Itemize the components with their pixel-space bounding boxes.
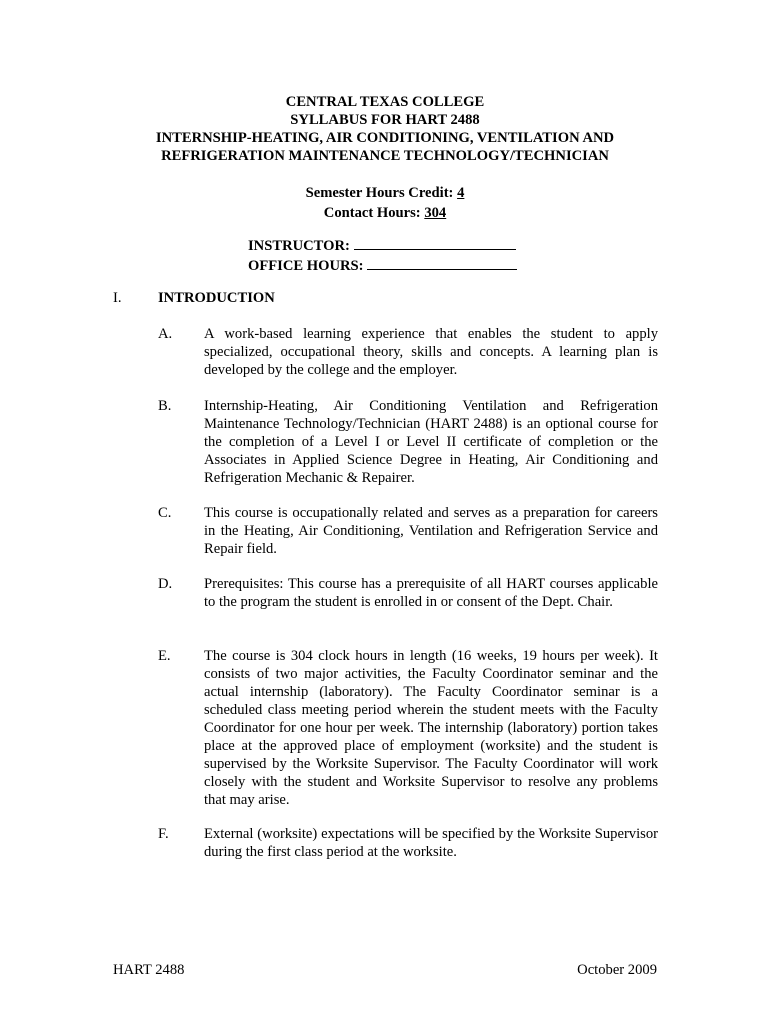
instructor-blank — [354, 236, 516, 250]
item-letter: D. — [158, 576, 173, 592]
item-letter: C. — [158, 505, 172, 521]
syllabus-title: SYLLABUS FOR HART 2488 — [290, 112, 480, 128]
credit-info — [0, 183, 770, 223]
contact-hours-label: Contact Hours: — [323, 205, 425, 221]
item-letter: A. — [158, 326, 173, 342]
item-text: A work-based learning experience that enables the student to apply specialized, occupational theory, skills and concepts. A learning plan is developed by the college and the employer. — [204, 326, 658, 378]
item-letter: F. — [158, 826, 169, 842]
semester-hours-value: 4 — [457, 185, 465, 201]
office-hours-line — [248, 256, 517, 276]
item-text: External (worksite) expectations will be specified by the Worksite Supervisor during the first class period at the worksite. — [204, 826, 658, 860]
footer-date: October 2009 — [577, 962, 657, 978]
course-title-line-2: REFRIGERATION MAINTENANCE TECHNOLOGY/TECHNICIAN — [161, 148, 609, 164]
office-hours-label: OFFICE HOURS: — [248, 258, 368, 274]
course-title-line-1: INTERNSHIP-HEATING, AIR CONDITIONING, VENTILATION AND — [155, 130, 615, 146]
section-title: INTRODUCTION — [158, 290, 275, 306]
item-text: Prerequisites: This course has a prerequisite of all HART courses applicable to the program the student is enrolled in or consent of the Dept. Chair. — [204, 576, 658, 610]
semester-hours-credit — [0, 183, 770, 203]
item-letter: B. — [158, 398, 172, 414]
instructor-label: INSTRUCTOR: — [248, 238, 354, 254]
contact-hours-value: 304 — [424, 205, 447, 221]
semester-hours-label: Semester Hours Credit: — [305, 185, 458, 201]
section-number: I. — [113, 290, 122, 306]
item-text: The course is 304 clock hours in length (16 weeks, 19 hours per week). It consists of two major activities, the Faculty Coordinator seminar and the actual internship (laboratory). The Faculty Coordinator seminar is a scheduled class meeting period wherein the student meets with the Faculty Coordinator for one hour per week. The internship (laboratory) portion takes place at the approved place of employment (worksite) and the student is supervised by the Worksite Supervisor. The Faculty Coordinator will work closely with the student and Worksite Supervisor to resolve any problems that may arise. — [204, 648, 658, 808]
instructor-block — [248, 236, 517, 276]
footer-course-code: HART 2488 — [113, 962, 185, 978]
item-text: This course is occupationally related and serves as a preparation for careers in the Heating, Air Conditioning, Ventilation and Refrigeration Service and Repair field. — [204, 505, 658, 557]
item-text: Internship-Heating, Air Conditioning Ventilation and Refrigeration Maintenance Technology/Technician (HART 2488) is an optional course for the completion of a Level I or Level II certificate of completion or the Associates in Applied Science Degree in Heating, Air Conditioning and Refrigeration Mechanic & Repairer. — [204, 398, 658, 486]
instructor-line — [248, 236, 517, 256]
contact-hours — [0, 203, 770, 223]
college-name: CENTRAL TEXAS COLLEGE — [285, 94, 485, 110]
document-header — [0, 93, 770, 165]
office-hours-blank — [367, 256, 517, 270]
item-letter: E. — [158, 648, 171, 664]
